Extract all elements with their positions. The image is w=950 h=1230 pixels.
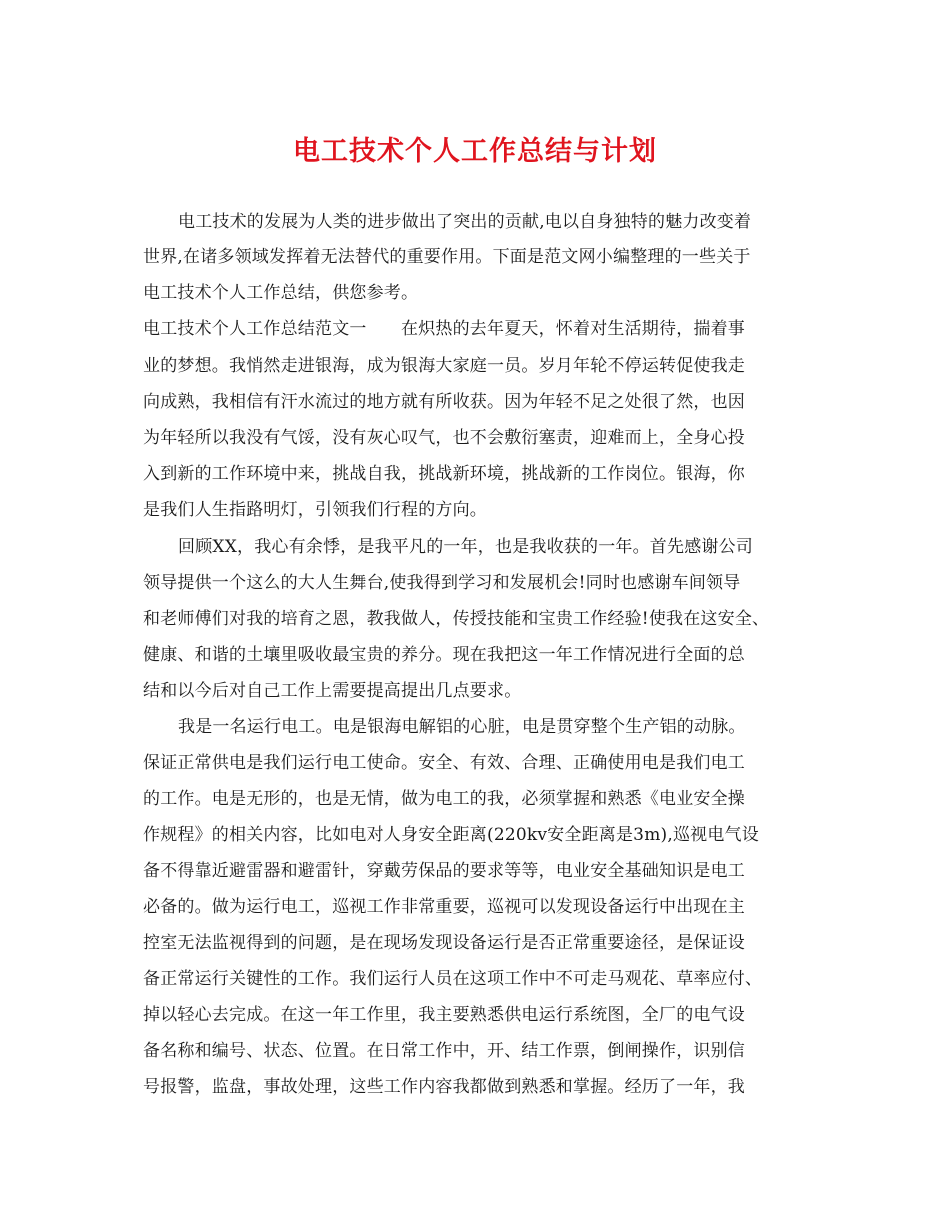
body-line: 必备的。做为运行电工，巡视工作非常重要，巡视可以发现设备运行中出现在主 — [143, 897, 745, 917]
body-line: 备正常运行关键性的工作。我们运行人员在这项工作中不可走马观花、草率应付、 — [143, 969, 763, 989]
body-line: 保证正常供电是我们运行电工使命。安全、有效、合理、正确使用电是我们电工 — [143, 753, 745, 773]
body-line: 的工作。电是无形的，也是无情，做为电工的我，必须掌握和熟悉《电业安全操 — [143, 789, 745, 809]
body-line: 和老师傅们对我的培育之恩，教我做人，传授技能和宝贵工作经验!使我在这安全、 — [143, 609, 770, 629]
document-title: 电工技术个人工作总结与计划 — [293, 136, 657, 167]
body-line: 作规程》的相关内容，比如电对人身安全距离(220kv安全距离是3m),巡视电气设 — [143, 825, 759, 845]
body-line: 是我们人生指路明灯，引领我们行程的方向。 — [143, 500, 487, 520]
body-line: 领导提供一个这么的大人生舞台,使我得到学习和发展机会!同时也感谢车间领导 — [143, 573, 741, 593]
body-line: 备不得靠近避雷器和避雷针，穿戴劳保品的要求等等，电业安全基础知识是电工 — [143, 861, 745, 881]
body-line: 入到新的工作环境中来，挑战自我，挑战新环境，挑战新的工作岗位。银海，你 — [143, 464, 745, 484]
body-line: 世界,在诸多领域发挥着无法替代的重要作用。下面是范文网小编整理的一些关于 — [143, 247, 751, 267]
body-line: 回顾XX，我心有余悸，是我平凡的一年，也是我收获的一年。首先感谢公司 — [178, 537, 754, 557]
body-line: 电工技术个人工作总结范文一 在炽热的去年夏天，怀着对生活期待，揣着事 — [143, 319, 745, 339]
body-line: 向成熟，我相信有汗水流过的地方就有所收获。因为年轻不足之处很了然，也因 — [143, 392, 745, 412]
body-line: 结和以今后对自己工作上需要提高提出几点要求。 — [143, 681, 522, 701]
body-line: 控室无法监视得到的问题，是在现场发现设备运行是否正常重要途径，是保证设 — [143, 933, 745, 953]
body-line: 为年轻所以我没有气馁，没有灰心叹气，也不会敷衍塞责，迎难而上，全身心投 — [143, 428, 745, 448]
body-line: 电工技术个人工作总结，供您参考。 — [143, 283, 419, 303]
body-line: 电工技术的发展为人类的进步做出了突出的贡献,电以自身独特的魅力改变着 — [178, 212, 752, 232]
body-line: 我是一名运行电工。电是银海电解铝的心脏，电是贯穿整个生产铝的动脉。 — [178, 717, 746, 737]
body-line: 健康、和谐的土壤里吸收最宝贵的养分。现在我把这一年工作情况进行全面的总 — [143, 645, 745, 665]
body-line: 业的梦想。我悄然走进银海，成为银海大家庭一员。岁月年轮不停运转促使我走 — [143, 356, 745, 376]
body-line: 掉以轻心去完成。在这一年工作里，我主要熟悉供电运行系统图，全厂的电气设 — [143, 1005, 745, 1025]
body-line: 备名称和编号、状态、位置。在日常工作中，开、结工作票，倒闸操作，识别信 — [143, 1041, 745, 1061]
body-line: 号报警，监盘，事故处理，这些工作内容我都做到熟悉和掌握。经历了一年，我 — [143, 1077, 745, 1097]
